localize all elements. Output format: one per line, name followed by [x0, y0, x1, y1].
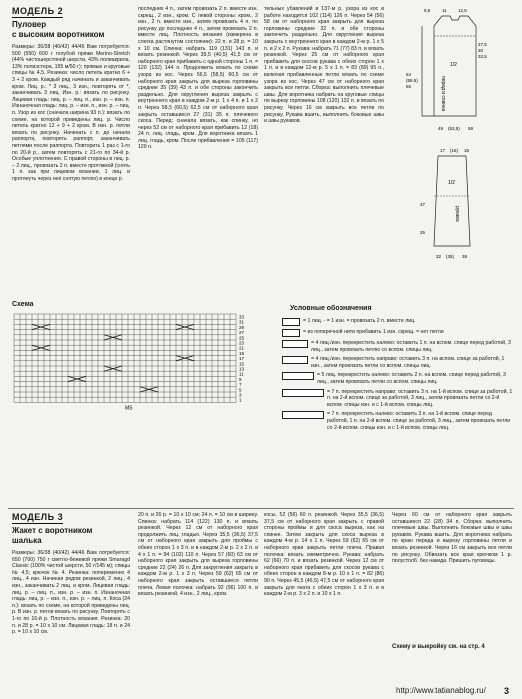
front-back-outline: [422, 26, 434, 116]
sleeve-label: рукава: [454, 206, 460, 222]
row-number: 33: [239, 314, 245, 320]
dim-54: 54: [406, 72, 412, 77]
row-number: 31: [239, 319, 245, 325]
legend-item: = 4 лиц./изн. перекрестить налево: оставить 1 п. на вспом. спице перед работой, 3 лиц., затем провязать петлю со вспом. спицы лиц.: [282, 340, 514, 353]
legend-item: = 1 лиц. - = 1 изн. = провязать 2 п. вместе лиц.: [282, 318, 514, 326]
sleeve-dim-16: (16): [450, 148, 459, 153]
cable-cross-mark: [104, 335, 122, 340]
cable-left-4-icon: [282, 340, 308, 348]
model3-column-2: 20 п. и 26 р. = 10 х 10 см; 24 п. = 10 см в ширину. Спинка: набрать 114 (122) 130 п. и вязать резинкой. Через 12 см от наборного края продолжить лиц. гладью. Через 35,5 (36,5) 37,5 см от наборного края закрыть для проймы с обеих сторон 1 х 3 п. и в каждом 2-м р. 2 х 2 п. и 4 х 1 п. = 94 (102) 110 п. Через 57 (60) 63 см от наборного края закрыть для выреза горловины средние 22 (24) 26 п. Для закругления закрыть в каждом 2-м р. 1 х 3 п. Через 59 (62) 65 см от наборного края закрыть оставшиеся петли плеча. Левая полочка: набрать 92 (96) 100 п. и вязать резинкой, 4 изн., 2 лиц., кром.: [138, 512, 258, 598]
dim-27-5: 27,5: [478, 42, 487, 47]
legend-item: = 4 лиц./изн. перекрестить направо: оставить 3 п. на вспом. спице за работой, 1 изн., затем провязать петли со вспом. спицы лиц.: [282, 356, 514, 369]
sleeve-dim-25: 25: [420, 230, 426, 235]
row-number: 5: [239, 387, 242, 393]
legend-title: Условные обозначения: [290, 305, 372, 312]
sleeve-dim-47: 47: [420, 202, 426, 207]
scheme-label: Схема: [12, 301, 34, 308]
model3-name-line2: шалька: [12, 536, 42, 545]
model2-title: МОДЕЛЬ 2: [12, 6, 64, 16]
model2-name-line1: Пуловер: [12, 20, 47, 29]
legend-item: = из поперечной нити прибавить 1 изн. скрещ. = нет петли: [282, 329, 514, 337]
sleeve-dim-38: 38: [462, 254, 468, 259]
dim-59: 59: [468, 126, 474, 131]
half-label: 1/2: [450, 62, 457, 68]
garment-schematic: [392, 6, 518, 296]
sleeve-dim-15: 15: [464, 148, 470, 153]
cable-cross-mark: [176, 324, 194, 329]
model2-column-3: тельных убавлений в 137-м р. узора из кос в работе находится 102 (114) 126 п. Через 54 (56) 58 см от наборного края закрыть для выреза горловины средние 32 п. и обе стороны закончить раздельно. Для округления выреза закрыть с внутреннего края в каждом 2-м р. 1 х 5 п. и 2 х 2 п. Рукава: набрать 71 (77) 83 п. и вязать резинкой. Через 25 см от наборного края прибавить для скосов рукава с обеих сторон 1 х 1 п. и в каждом 12-м р. 5 х 1 п. = 83 (89) 95 п., включая прибавленные петли вязать по схеме узора из кос. Через 47 см от наборного края закрыть все петли. Сборка: выполнить плечевые швы. Для воротника набрать на круговые спицы по вырезу горловины 108 (120) 132 п. и вязать по рисунку. Через 16 см закрыть все петли по рисунку. Рукава вшить, выполнить боковые швы и швы рукавов.: [264, 6, 384, 125]
dim-top-11: 11: [442, 8, 447, 13]
model3-column-3: косы, 52 (56) 60 п. резинкой. Через 35,5 (36,5) 37,5 см от наборного края закрыть с правой стороны проймы и для скоса выреза, как на спинке. Затем закрыть для скоса выреза в каждом 4-м р. 14 х 1 п. Через 59 (62) 65 см от наборного края закрыть петли плеча. Правая полочка: вязать симметрично. Рукава: набрать 62 (66) 70 п. и вязать резинкой. Через 12 см от наборного края прибавить для скосов рукава с обеих сторон в каждом 8-м р. 10 х 1 п. = 82 (86) 90 п. Через 45,5 (46,5) 47,5 см от наборного края закрыть для оката с обеих сторон 1 х 3 п. и в каждом 2-м р. 3 х 2 п. и 10 х 1 п.: [264, 512, 384, 598]
cable-left-5-icon: [282, 372, 314, 380]
sleeve-outline: [434, 156, 470, 246]
front-back-label: перед и спинка: [440, 76, 446, 112]
dim-top-12-5: 12,5: [458, 8, 467, 13]
sleeve-dim-17: 17: [440, 148, 446, 153]
dim-59-5: (59,5): [406, 78, 418, 83]
increase-symbol-icon: [282, 329, 300, 337]
dim-top-9-5: 9,5: [424, 8, 431, 13]
row-number: 9: [239, 376, 242, 382]
row-number: 19: [239, 350, 245, 356]
legend-item: = 7 п. перекрестить направо: оставить 3 п. на 1-й вспом. спице за работой, 1 п. на 2-й вспом. спице за работой, 3 лиц., затем провязать петли со 2-й вспом. спицы изн. и с 1-й вспом. спицы лиц.: [282, 389, 514, 409]
row-number: 29: [239, 324, 245, 330]
model2-name-line2: с высоким воротником: [12, 30, 105, 39]
row-number: 23: [239, 340, 245, 346]
knitting-chart: [12, 312, 250, 410]
ms-label: MS: [125, 405, 133, 410]
legend-item: = 5 лиц. перекрестить налево: оставить 2 п. на вспом. спице перед работой, 3 лиц., затем провязать петли со вспом. спицы лиц.: [282, 372, 514, 385]
model2-column-2: последних 4 п., затем провязать 2 п. вместе изн. скрещ., 2 изн., кром. С левой стороны: кром., 2 изн., 2 п. вместе изн., затем провязать 4 п. по рисунку до последних 4 п., затем провязать 2 п. вместе лиц. Плотность вязания (измерена в слегка растянутом состоянии): 22 п. и 28 р. = 10 х 10 см. Спинка: набрать 119 (131) 143 п. и вязать резинкой. Через 39,5 (40,5) 41,5 см от наборного края прибавить с одной стороны 1 п. = 120 (132) 144 п. Продолжить вязать по схеме узора из кос. Через 56,5 (58,5) 60,5 см от наборного края закрыть для выреза горловины средние 35 (39) 43 п. и обе стороны закончить раздельно. Для округления выреза закрыть с внутреннего края в каждом 2-м р. 1 х 4 п. и 1 х 2 п. Через 58,5 (60,5) 62,5 см от наборного края закрыть оставшиеся 27 (31) 35 п. плечевого скоса. Перед: сначала вязать, как спинку, но через 52 см от наборного края прибавить 12 (18) 24 п. лиц. гладь, кром. Для воротника вязать 1 лиц. гладь, кром. После прибавления = 105 (117) 129 п.: [138, 6, 258, 151]
row-number: 11: [239, 371, 244, 377]
cable-cross-mark: [140, 387, 158, 392]
sleeve-dim-35: (35): [446, 254, 455, 259]
dim-65: 65: [406, 84, 412, 89]
knit-symbol-icon: [282, 318, 300, 326]
model3-name-line1: Жакет с воротником: [12, 526, 93, 535]
row-number: 7: [239, 382, 242, 388]
model3-title: МОДЕЛЬ 3: [12, 512, 64, 522]
cable-right-7-icon: [282, 389, 324, 397]
dim-32-5: 32,5: [478, 54, 487, 59]
row-number: 17: [239, 356, 245, 362]
scheme-reference: Схему и выкройку см. на стр. 4: [392, 644, 485, 650]
cable-cross-mark: [176, 356, 194, 361]
legend-item: = 7 п. перекрестить налево: оставить 3 п. на 1-й вспом. спице перед работой, 1 п. на 2-й вспом. спице за работой, 3 лиц., затем провязать петли со 2-й вспом. спицы изн. и с 1-й вспом. спицы лиц.: [282, 411, 514, 431]
legend: [282, 318, 514, 434]
row-number: 27: [239, 330, 245, 336]
cable-cross-mark: [32, 345, 50, 350]
cable-right-4-icon: [282, 356, 308, 364]
cable-cross-mark: [32, 324, 50, 329]
cable-cross-mark: [68, 376, 86, 381]
section-divider: [8, 508, 514, 509]
row-number: 21: [239, 345, 245, 351]
row-number: 13: [239, 366, 245, 372]
chart-grid: [14, 314, 236, 402]
dim-49: 49: [438, 126, 444, 131]
row-number: 25: [239, 335, 245, 341]
sleeve-dim-32: 32: [436, 254, 442, 259]
sleeve-half-label: 1/2: [448, 180, 455, 186]
watermark: http://www.tatianablog.ru/: [396, 686, 486, 695]
cable-left-7-icon: [282, 411, 324, 419]
model2-column-1: Размеры: 36/38 (40/42) 44/46 Вам потребуется: 500 (550) 600 г голубой пряжи Merino-Stretch (44% чистошерстяной шерсти, 43% полиакрила, 13% полиэстера, 155 м/50 г); прямые и круговые спицы № 4,5. Резинка: число петель кратно 6 + 3 + 2 кром. Каждый ряд начинать и заканчивать кром. Лиц. р.: * 3 лиц., 3 изн., повторять от *, заканчивать 3 лиц. Изн. р.: вязать по рисунку. Лицевая гладь: лиц. р. – лиц. п., изн. р. – изн. п. Изнаночная гладь: лиц. р. – изн. п., изн. р. – лиц. п. Узор из кос (сначала ширина 93 п.): вязать по схеме, на которой приведены лиц. р. Число петель кратно 12 + 9 + 2 кром. В изн. р. петли вязать по рисунку. Начинать с п. до начала раппорта, повторять раппорт, заканчивать петлями после раппорта. Повторить 1 раз с 1-го по 20-й р., затем повторять с 21-го по 34-й р. Особые уплотнения. С правой стороны в лиц. р. – 2 лиц., провязать 2 п. вместе протяжкой (снять 1 п. как при лицевом вязании, 1 лиц. и протянуть через неё снятую петлю) в конце р.: [12, 44, 130, 182]
dim-30: 30: [478, 48, 484, 53]
page-number: 3: [504, 686, 510, 696]
row-number: 15: [239, 361, 245, 367]
row-number: 3: [239, 392, 242, 398]
row-number: 1: [239, 397, 242, 403]
model3-column-4: Через 60 см от наборного края закрыть оставшиеся 22 (28) 34 п. Сборка: выполнить плечевые швы. Выполнить боковые швы и швы рукавов. Рукава вшить. Для воротника набрать по краю переда и вырезу горловины петли и вязать резинкой. Через 16 см закрыть все петли по рисунку. Обвязать все края крючком 1 р. полустолб. без накида. Пришить пуговицы.: [392, 512, 512, 565]
dim-53-5: (53,5): [448, 126, 460, 131]
cable-cross-mark: [104, 366, 122, 371]
model3-column-1: Размеры: 36/38 (40/42) 44/46 Вам потребуется: 650 (700) 750 г светло-бежевой пряжи Smaragd Classic (100% чистой шерсти, 50 г/145 м); спицы № 4,5; крючок № 4. Резинка: попеременно 4 лиц., 4 изн. Начиная рядом резинкой, 2 лиц., 4 изн., заканчивать 2 лиц. и кром. Лицевая гладь: лиц. р. – лиц. п., изн. р. – изн. п. Изнаночная гладь: лиц. р. – изн. п., изн. р. – лиц. п. Коса (24 п.): вязать по схеме, на которой приведены лиц. р. В изн. р. петли вязать по рисунку. Повторять с 1-го по 16-й р. Плотность вязания. Резинка: 20 п. и 28 р. = 10 х 10 см. Лицевая гладь: 18 п. и 24 р. = 10 х 10 см.: [12, 550, 130, 636]
